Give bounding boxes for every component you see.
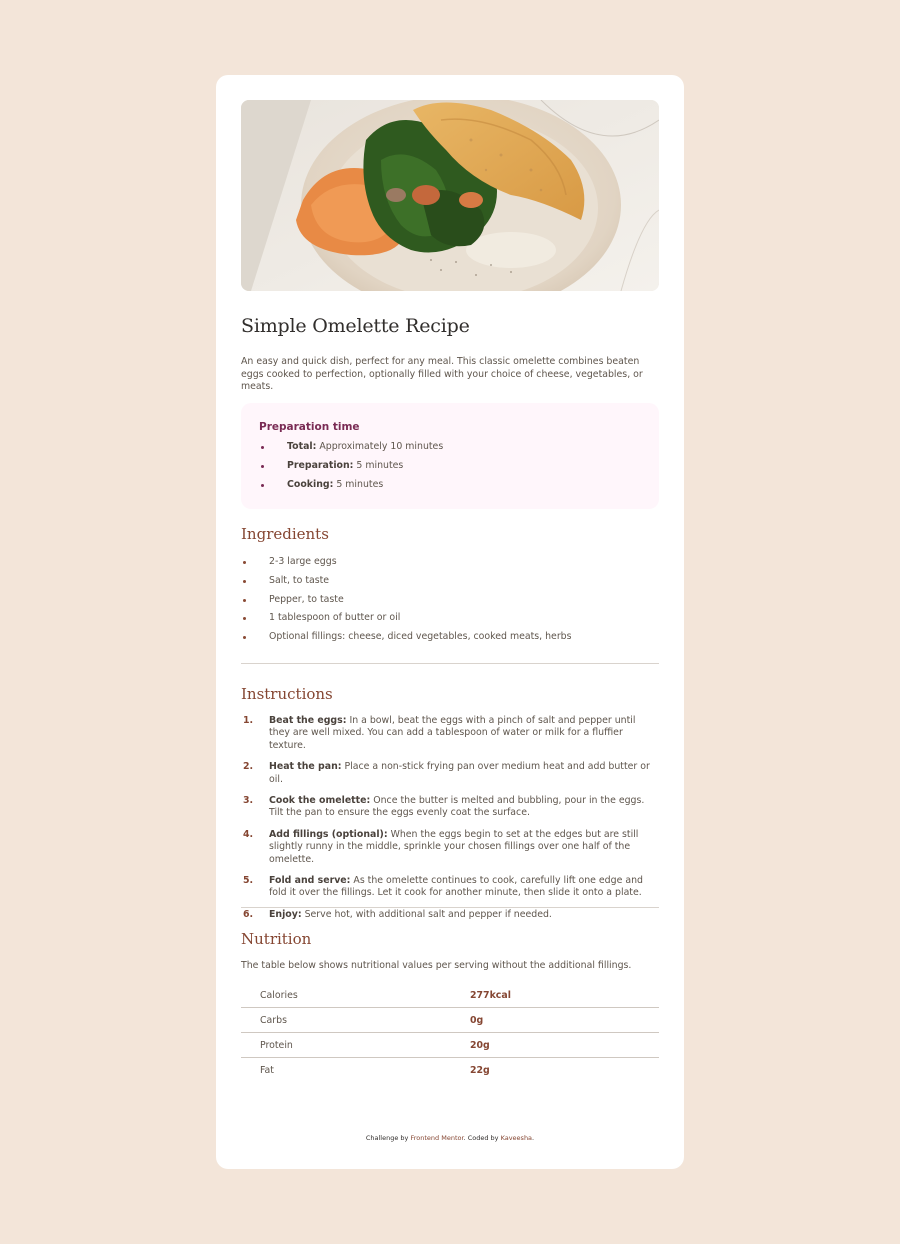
ingredients-heading: Ingredients — [241, 525, 329, 543]
step-number: 1. — [243, 715, 254, 726]
nutrition-heading: Nutrition — [241, 930, 312, 948]
footer-text: Challenge by — [365, 1134, 411, 1142]
prep-label: Total: — [287, 441, 317, 452]
step-text: As the omelette continues to cook, carefully lift one edge and fold it over the fillings. Let it cook for another minute, then slide it onto a plate. — [269, 875, 643, 899]
nutrition-table — [241, 983, 659, 1082]
instructions-list — [241, 715, 659, 930]
nutrient-name: Protein — [241, 1033, 470, 1058]
step-number: 5. — [243, 875, 254, 887]
prep-value: 5 minutes — [333, 478, 384, 490]
footer-text: . Coded by — [463, 1134, 501, 1142]
nutrient-name: Carbs — [241, 1008, 470, 1033]
table-row — [241, 1008, 659, 1033]
preparation-heading: Preparation time — [259, 421, 360, 433]
step-label: Beat the eggs: — [269, 715, 347, 726]
recipe-intro: An easy and quick dish, perfect for any meal. This classic omelette combines beaten eggs cooked to perfection, optionally filled with your choice of cheese, vegetables, or meats. — [241, 356, 643, 393]
nutrient-value: 20g — [470, 1033, 659, 1058]
step-label: Fold and serve: — [269, 875, 351, 887]
page-title: Simple Omelette Recipe — [241, 315, 470, 337]
prep-item-total — [259, 441, 641, 460]
step-number: 4. — [243, 828, 254, 840]
divider — [241, 907, 659, 908]
ingredient-item: 2-3 large eggs — [241, 556, 659, 575]
step-text: In a bowl, beat the eggs with a pinch of salt and pepper until they are well mixed. You can add a tablespoon of water or milk for a fluffier texture. — [269, 715, 636, 751]
footer-text: . — [532, 1134, 535, 1142]
prep-value: Approximately 10 minutes — [316, 441, 444, 452]
author-link[interactable]: Kaveesha — [500, 1134, 533, 1142]
attribution-footer — [216, 1134, 684, 1142]
ingredient-item: Optional fillings: cheese, diced vegetables, cooked meats, herbs — [241, 631, 659, 650]
prep-item-cooking — [259, 479, 641, 498]
recipe-card — [216, 75, 684, 1169]
step-number: 6. — [243, 908, 254, 920]
step-label: Heat the pan: — [269, 761, 342, 773]
ingredient-item: 1 tablespoon of butter or oil — [241, 612, 659, 631]
step-text: Once the butter is melted and bubbling, pour in the eggs. Tilt the pan to ensure the eggs evenly coat the surface. — [269, 795, 645, 819]
preparation-box — [241, 403, 659, 509]
divider — [241, 663, 659, 664]
table-row — [241, 1058, 659, 1083]
step-number: 3. — [243, 795, 254, 807]
prep-label: Cooking: — [287, 478, 334, 490]
prep-value: 5 minutes — [353, 459, 404, 471]
step-number: 2. — [243, 761, 254, 773]
prep-item-preparation — [259, 460, 641, 479]
ingredients-list — [241, 556, 659, 650]
table-row — [241, 1033, 659, 1058]
ingredient-item: Pepper, to taste — [241, 594, 659, 613]
step-label: Cook the omelette: — [269, 795, 371, 807]
nutrient-value: 0g — [470, 1008, 659, 1033]
step-text: When the eggs begin to set at the edges but are still slightly runny in the middle, sprinkle your chosen fillings over one half of the omelette. — [269, 828, 639, 865]
instruction-step — [241, 909, 659, 921]
table-row — [241, 983, 659, 1008]
nutrient-value: 277kcal — [470, 983, 659, 1008]
instruction-step — [241, 715, 659, 752]
instruction-step — [241, 761, 659, 786]
step-text: Place a non-stick frying pan over medium heat and add butter or oil. — [269, 761, 650, 785]
omelette-image — [241, 100, 659, 291]
step-label: Enjoy: — [269, 908, 302, 920]
nutrient-name: Calories — [241, 983, 470, 1008]
nutrient-name: Fat — [260, 1064, 274, 1076]
step-text: Serve hot, with additional salt and pepper if needed. — [301, 908, 552, 920]
nutrition-description: The table below shows nutritional values per serving without the additional fillings. — [241, 960, 632, 971]
instruction-step — [241, 795, 659, 820]
preparation-list — [259, 441, 641, 497]
instructions-heading: Instructions — [241, 685, 333, 703]
nutrient-value: 22g — [470, 1064, 490, 1076]
instruction-step — [241, 829, 659, 866]
frontend-mentor-link[interactable]: Frontend Mentor — [410, 1134, 464, 1142]
step-label: Add fillings (optional): — [269, 828, 388, 840]
prep-label: Preparation: — [287, 459, 354, 471]
ingredient-item: Salt, to taste — [241, 575, 659, 594]
instruction-step — [241, 875, 659, 900]
